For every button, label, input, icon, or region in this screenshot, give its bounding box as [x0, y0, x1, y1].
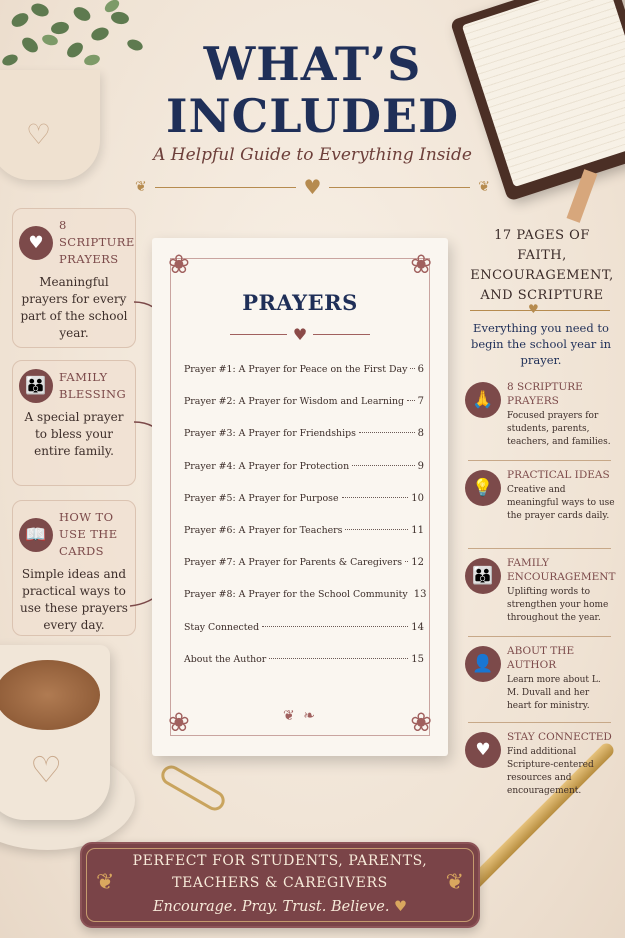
floral-ornament-icon: ❦ ❧	[283, 708, 317, 724]
toc-row: Prayer #5: A Prayer for Purpose 10	[184, 492, 424, 504]
toc-row: Prayer #4: A Prayer for Protection 9	[184, 460, 424, 472]
heart-icon: ♥	[394, 899, 408, 915]
divider	[468, 636, 611, 637]
floral-corner-icon: ❀	[168, 250, 190, 280]
card-body: A special prayer to bless your entire family.	[24, 410, 124, 458]
left-card-family-blessing	[12, 360, 136, 486]
toc-row: About the Author 15	[184, 653, 424, 665]
family-icon: 👪	[19, 369, 53, 403]
prayers-booklet	[152, 238, 448, 756]
floral-corner-icon: ❀	[168, 708, 190, 738]
left-card-how-to-use	[12, 500, 136, 636]
feature-about-author: 👤 ABOUT THE AUTHOR Learn more about L. M. Duvall and her heart for ministry.	[465, 644, 615, 713]
card-title: 8 SCRIPTURE PRAYERS	[59, 218, 135, 266]
pages-heading: 17 PAGES OF FAITH, ENCOURAGEMENT, AND SCRIPTURE	[470, 228, 614, 303]
person-icon: 👤	[465, 646, 501, 682]
header-divider	[135, 175, 490, 199]
page-subtitle: A Helpful Guide to Everything Inside	[153, 145, 472, 165]
title-line-2: INCLUDED	[166, 89, 459, 143]
divider	[468, 548, 611, 549]
praying-hands-icon: 🙏	[465, 382, 501, 418]
card-body: Meaningful prayers for every part of the school year.	[20, 275, 128, 340]
table-of-contents	[184, 358, 427, 680]
card-title: HOW TO USE THE CARDS	[59, 510, 118, 558]
heart-outline-icon: ♡	[30, 750, 63, 791]
heart-icon: ♥	[303, 175, 322, 199]
toc-row: Prayer #6: A Prayer for Teachers 11	[184, 524, 424, 536]
toc-row: Stay Connected 14	[184, 621, 424, 633]
feature-family-encouragement: 👪 FAMILY ENCOURAGEMENT Uplifting words to strengthen your home throughout the year.	[465, 556, 615, 625]
book-icon: 📖	[19, 518, 53, 552]
heart-icon: ♥	[292, 324, 308, 344]
feature-scripture-prayers: 🙏 8 SCRIPTURE PRAYERS Focused prayers for students, parents, teachers, and families.	[465, 380, 615, 449]
family-icon: 👪	[465, 558, 501, 594]
banner-line-1: PERFECT FOR STUDENTS, PARENTS,	[132, 853, 428, 869]
feature-practical-ideas: 💡 PRACTICAL IDEAS Creative and meaningful ways to use the prayer cards daily.	[465, 468, 615, 523]
booklet-divider	[230, 326, 370, 342]
leaf-ornament-icon: ❦	[445, 870, 464, 895]
floral-corner-icon: ❀	[410, 708, 432, 738]
toc-row: Prayer #1: A Prayer for Peace on the First Day 6	[184, 364, 424, 375]
lightbulb-icon: 💡	[465, 470, 501, 506]
left-card-scripture-prayers	[12, 208, 136, 348]
toc-row: Prayer #3: A Prayer for Friendships 8	[184, 428, 424, 440]
toc-row: Prayer #8: A Prayer for the School Community 13	[184, 589, 427, 601]
card-body: Simple ideas and practical ways to use these prayers every day.	[20, 567, 128, 632]
page-title	[0, 38, 625, 142]
leaf-icon: ❦	[135, 179, 147, 195]
heart-icon: ♥	[465, 732, 501, 768]
banner-tagline: Encourage. Pray. Trust. Believe. ♥	[152, 899, 408, 915]
divider	[468, 460, 611, 461]
title-line-1: WHAT’S	[203, 37, 422, 91]
booklet-title: PRAYERS	[242, 290, 358, 315]
leaf-ornament-icon: ❦	[96, 870, 115, 895]
heart-icon: ♥	[19, 226, 53, 260]
card-title: FAMILY BLESSING	[59, 370, 127, 401]
toc-row: Prayer #7: A Prayer for Parents & Caregivers 12	[184, 557, 424, 569]
heart-icon: ♥	[528, 302, 539, 316]
heart-outline-icon: ♡	[26, 118, 52, 151]
divider	[468, 722, 611, 723]
heading-divider	[470, 310, 610, 311]
pages-subheading: Everything you need to begin the school year in prayer.	[470, 321, 612, 367]
toc-row: Prayer #2: A Prayer for Wisdom and Learning 7	[184, 396, 424, 408]
bottom-banner	[80, 842, 480, 928]
floral-corner-icon: ❀	[410, 250, 432, 280]
banner-line-2: TEACHERS & CAREGIVERS	[172, 875, 388, 891]
leaf-icon: ❦	[478, 179, 490, 195]
feature-stay-connected: ♥ STAY CONNECTED Find additional Scripture-centered resources and encouragement.	[465, 730, 615, 798]
